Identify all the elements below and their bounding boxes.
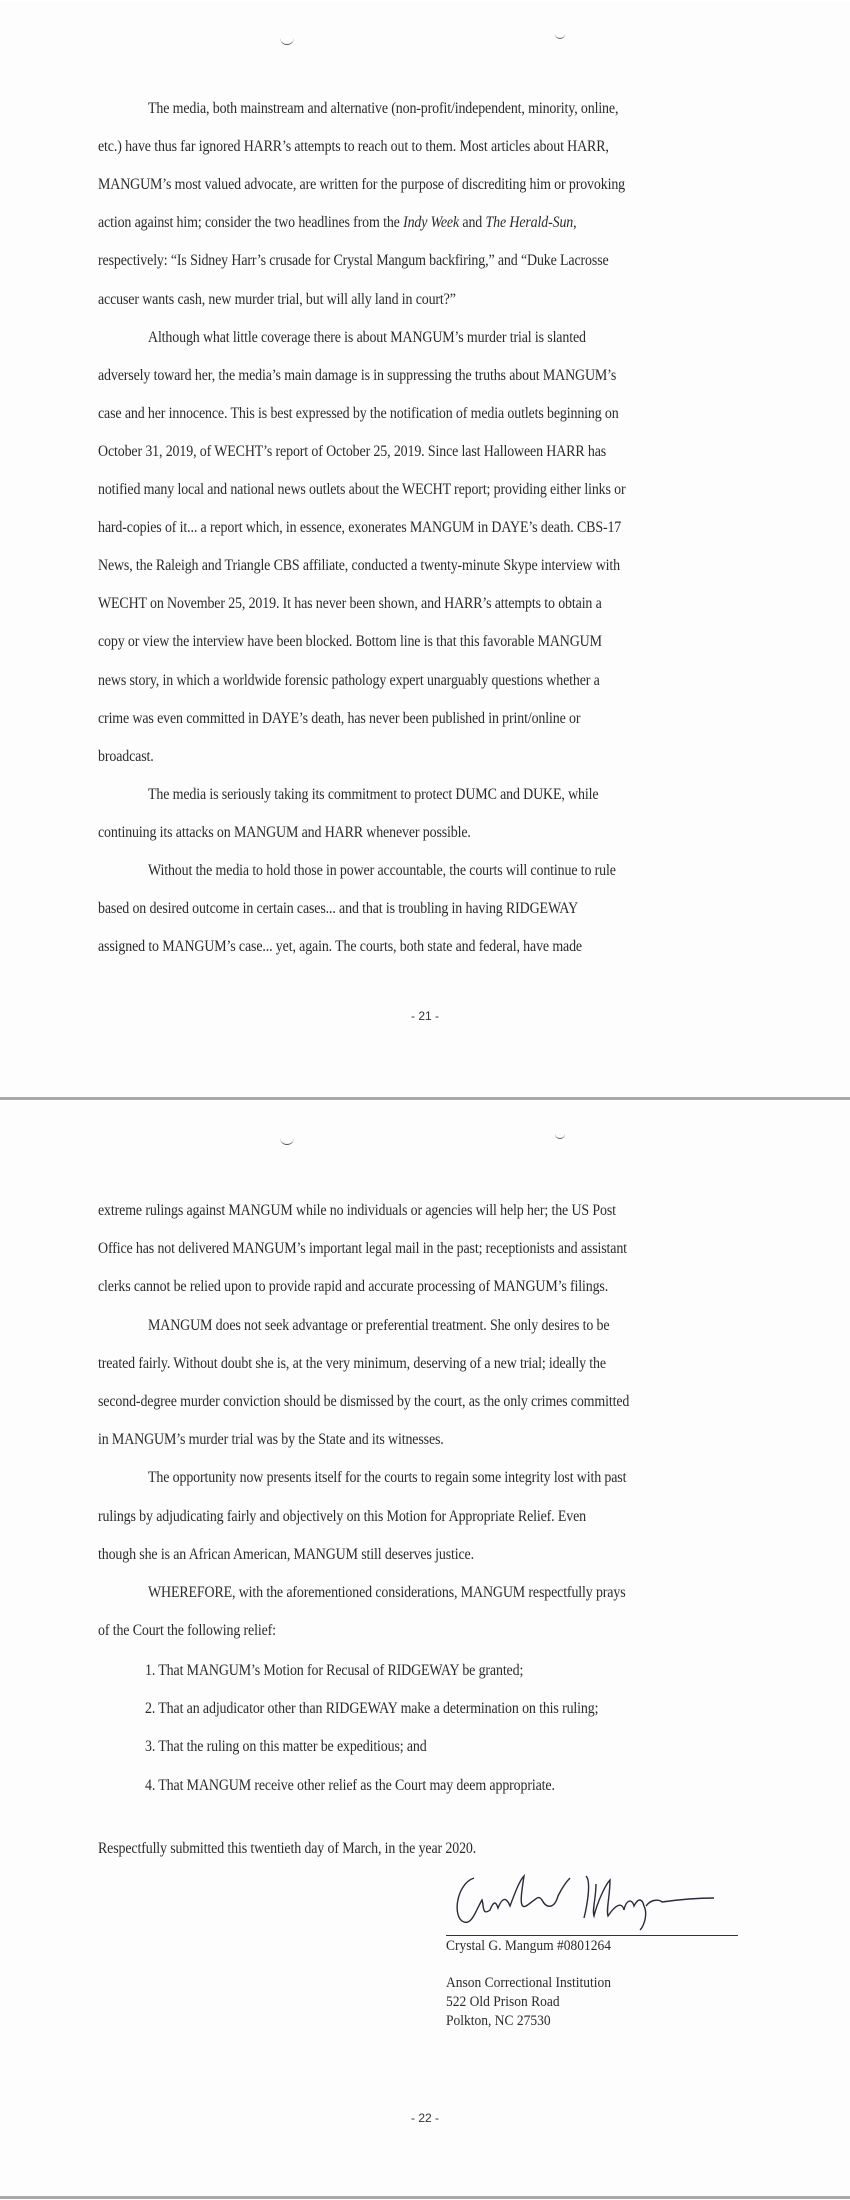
address-line: Anson Correctional Institution [446, 1975, 611, 1991]
scan-mark [555, 32, 565, 39]
text-line: News, the Raleigh and Triangle CBS affiliate, conducted a twenty-minute Skype interview with [98, 557, 620, 575]
text-line: Although what little coverage there is about MANGUM’s murder trial is slanted [148, 328, 586, 346]
text-line: clerks cannot be relied upon to provide rapid and accurate processing of MANGUM’s filings. [98, 1278, 609, 1296]
signer-address [446, 1974, 611, 2031]
page-number: - 21 - [410, 1009, 439, 1023]
text-line: copy or view the interview have been blocked. Bottom line is that this favorable MANGUM [98, 633, 602, 651]
text-line: October 31, 2019, of WECHT’s report of October 25, 2019. Since last Halloween HARR has [98, 442, 607, 460]
relief-item: 1. That MANGUM’s Motion for Recusal of RIDGEWAY be granted; [145, 1662, 524, 1679]
text-line: WECHT on November 25, 2019. It has never been shown, and HARR’s attempts to obtain a [98, 595, 602, 613]
text-line [98, 214, 576, 232]
text-line: broadcast. [98, 747, 154, 765]
text-line: The opportunity now presents itself for the courts to regain some integrity lost with past [148, 1469, 627, 1487]
page-divider [0, 1097, 850, 1100]
text-line: MANGUM’s most valued advocate, are written for the purpose of discrediting him or provoking [98, 176, 626, 194]
text-span: and [459, 214, 486, 232]
scan-mark [280, 1138, 294, 1145]
text-line: crime was even committed in DAYE’s death, has never been published in print/online or [98, 709, 581, 727]
closing-statement: Respectfully submitted this twentieth day of March, in the year 2020. [98, 1840, 477, 1857]
signer-name: Crystal G. Mangum #0801264 [446, 1938, 611, 1954]
text-span: action against him; consider the two headlines from the [98, 214, 404, 232]
text-line: of the Court the following relief: [98, 1622, 276, 1640]
text-line: extreme rulings against MANGUM while no individuals or agencies will help her; the US Post [98, 1202, 616, 1219]
text-line: Office has not delivered MANGUM’s important legal mail in the past; receptionists and assistant [98, 1240, 627, 1258]
text-line: news story, in which a worldwide forensic pathology expert unarguably questions whether a [98, 671, 600, 689]
text-line: WHEREFORE, with the aforementioned considerations, MANGUM respectfully prays [148, 1584, 626, 1601]
text-line: second-degree murder conviction should be dismissed by the court, as the only crimes committed [98, 1393, 630, 1410]
signature [446, 1870, 746, 1932]
document-page-22 [0, 1102, 850, 2196]
page-number: - 22 - [410, 2111, 439, 2125]
text-line: notified many local and national news outlets about the WECHT report; providing either links or [98, 481, 626, 498]
address-line: 522 Old Prison Road [446, 1994, 560, 2010]
text-line: based on desired outcome in certain cases... and that is troubling in having RIDGEWAY [98, 900, 579, 918]
document-page-21 [0, 2, 850, 1098]
scan-mark [555, 1132, 565, 1139]
text-line: hard-copies of it... a report which, in essence, exonerates MANGUM in DAYE’s death. CBS-17 [98, 519, 622, 537]
address-line: Polkton, NC 27530 [446, 2013, 551, 2029]
text-line: in MANGUM’s murder trial was by the State and its witnesses. [98, 1431, 444, 1449]
scan-mark [280, 38, 294, 45]
signature-line [446, 1935, 738, 1936]
text-line: The media, both mainstream and alternative (non-profit/independent, minority, online, [148, 100, 619, 117]
text-line: adversely toward her, the media’s main damage is in suppressing the truths about MANGUM’s [98, 366, 617, 384]
text-line: treated fairly. Without doubt she is, at the very minimum, deserving of a new trial; ideally the [98, 1354, 606, 1372]
text-line: accuser wants cash, new murder trial, but will ally land in court?” [98, 290, 456, 308]
text-line: etc.) have thus far ignored HARR’s attempts to reach out to them. Most articles about HARR, [98, 138, 609, 156]
relief-item: 4. That MANGUM receive other relief as the Court may deem appropriate. [145, 1776, 555, 1794]
text-line: The media is seriously taking its commitment to protect DUMC and DUKE, while [148, 785, 599, 803]
text-line: MANGUM does not seek advantage or preferential treatment. She only desires to be [148, 1316, 610, 1334]
text-line: respectively: “Is Sidney Harr’s crusade for Crystal Mangum backfiring,” and “Duke Lacrosse [98, 252, 609, 270]
publication-title: Indy Week [403, 214, 460, 232]
text-line: rulings by adjudicating fairly and objectively on this Motion for Appropriate Relief. Even [98, 1507, 587, 1525]
text-line: case and her innocence. This is best expressed by the notification of media outlets beginning on [98, 404, 619, 422]
text-line: continuing its attacks on MANGUM and HARR whenever possible. [98, 823, 471, 841]
text-line: though she is an African American, MANGUM still deserves justice. [98, 1545, 474, 1563]
relief-item: 2. That an adjudicator other than RIDGEWAY make a determination on this ruling; [145, 1700, 599, 1718]
text-span: , [573, 214, 577, 232]
text-line: Without the media to hold those in power accountable, the courts will continue to rule [148, 862, 616, 879]
page-divider [0, 2196, 850, 2199]
relief-item: 3. That the ruling on this matter be expeditious; and [145, 1738, 427, 1756]
publication-title: The Herald-Sun [485, 214, 574, 232]
text-line: assigned to MANGUM’s case... yet, again. The courts, both state and federal, have made [98, 938, 583, 956]
